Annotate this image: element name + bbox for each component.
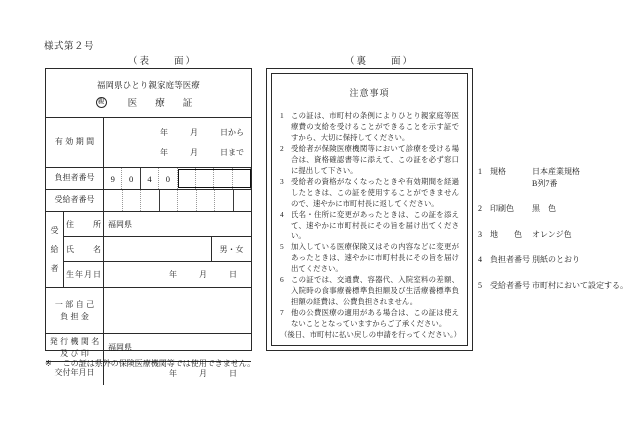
validity-from-year: 年: [160, 128, 168, 137]
validity-to-day: 日まで: [220, 148, 244, 157]
spec-key: 地 色: [490, 229, 526, 239]
spec-value: 黒 色: [532, 204, 556, 214]
note-item: [280, 210, 459, 243]
note-text: 加入している医療保険又はその内容などに変更があったときは、速やかに市町村長にその旨を届け出てください。: [291, 242, 459, 274]
recipient-vertical-char-3: 者: [50, 264, 59, 273]
spec-key: 規格: [490, 167, 506, 176]
note-number: 1: [280, 111, 284, 120]
validity-from-line: [104, 127, 251, 138]
issuer-label-line2: 及び印: [60, 348, 92, 358]
recipient-name-row: [64, 237, 251, 262]
back-inner-border: [271, 73, 468, 346]
note-text: （後日、市町村に払い戻しの申請を行ってください。）: [280, 330, 462, 340]
recipient-info-block: [46, 212, 251, 288]
spec-value: [532, 166, 628, 189]
title-char-1: 医: [127, 98, 138, 109]
note-item: [280, 111, 459, 144]
recipient-fields: [64, 212, 251, 287]
payer-number-row: [46, 168, 251, 190]
note-number: 4: [280, 209, 284, 219]
certificate-back-card: [266, 68, 473, 351]
issue-date-month: 月: [199, 369, 207, 378]
recipient-dob-label: 生年月日: [64, 262, 104, 287]
recipient-digit-cell: [141, 190, 160, 211]
note-number: 2: [280, 143, 284, 153]
recipient-vertical-label: [46, 212, 64, 287]
issue-date-day: 日: [229, 369, 237, 378]
note-text: この証は、市町村の条例によりひとり親家庭等医療費の支給を受けることができることを示す証ですから、大切に保持してください。: [291, 111, 459, 142]
footnote-text: この証は県外の保険医療機関等では使用できません。: [62, 359, 256, 368]
recipient-address-label: 住 所: [64, 212, 104, 236]
title-char-2: 療: [155, 98, 165, 109]
note-number: 3: [280, 176, 284, 186]
spec-number: 5: [478, 280, 482, 290]
validity-period-row: [46, 118, 251, 168]
recipient-dob-year: 年: [169, 270, 177, 279]
note-item: [280, 177, 459, 210]
spec-body: [490, 203, 628, 215]
recipient-digit-cell: [123, 190, 142, 211]
payer-digit-cell: 0: [159, 168, 177, 189]
payer-number-cells: [104, 168, 251, 189]
recipient-address-row: [64, 212, 251, 237]
payer-digit-cell: 9: [104, 168, 122, 189]
recipient-digit-cell: [197, 190, 216, 211]
note-text: 他の公費医療の適用がある場合は、この証は使えないこととなっていますからご了承ください。: [291, 308, 459, 329]
note-text: 氏名・住所に変更があったときは、この証を添えて、速やかに市町村長にその旨を届け出てください。: [291, 209, 459, 241]
note-number: 5: [280, 242, 284, 252]
issuer-label-line1: 発行機関名: [49, 336, 102, 346]
spec-row: [478, 203, 628, 215]
spec-row: [478, 254, 628, 266]
certificate-title-line1: 福岡県ひとり親家庭等医療: [97, 81, 200, 90]
recipient-dob-month: 月: [199, 270, 207, 279]
recipient-dob-value: [104, 262, 251, 287]
note-item: [280, 144, 459, 177]
spec-body: [490, 254, 628, 266]
copayment-label-line1: 一部自己: [54, 299, 97, 309]
spec-body: [490, 229, 628, 241]
copayment-label: [46, 288, 104, 333]
spec-number: 4: [478, 255, 482, 265]
recipient-digit-cell: [178, 190, 197, 211]
spec-row: [478, 280, 628, 292]
payer-digit-cell: [178, 168, 196, 189]
recipient-digit-cell: [215, 190, 234, 211]
spec-key: 受給者番号: [490, 280, 530, 290]
title-char-3: 証: [182, 98, 193, 109]
spec-body: [490, 280, 628, 292]
issuer-label: [46, 334, 104, 361]
validity-to-month: 月: [190, 148, 198, 157]
note-item: [280, 330, 462, 341]
issue-date-label: 交付年月日: [46, 362, 104, 385]
note-text: この証では、交通費、容器代、入院室料の差額、入院時の食事療養標準負担額及び生活療養標準負担額の経費は、公費負担されません。: [291, 275, 459, 307]
form-number: 様式第２号: [44, 42, 95, 52]
notes-heading: 注意事項: [349, 88, 390, 98]
recipient-digit-cell: [160, 190, 179, 211]
spec-value: 別紙のとおり: [532, 255, 580, 265]
issuer-value: 福岡県: [108, 343, 132, 352]
note-text: 受給者が保険医療機関等において診療を受ける場合は、資格確認書等に添えて、この証を必ず窓口に提出して下さい。: [291, 143, 459, 175]
payer-digit-cell: [233, 168, 251, 189]
issue-date-year: 年: [169, 369, 177, 378]
spec-value: オレンジ色: [532, 229, 572, 239]
copayment-label-line2: 負担金: [60, 311, 92, 321]
note-number: 7: [280, 308, 284, 318]
recipient-dob-row: [64, 262, 251, 287]
copayment-row: [46, 288, 251, 334]
recipient-number-label: 受給者番号: [46, 190, 104, 211]
recipient-sex-value: 男・女: [211, 237, 251, 261]
caption-front-side: （表 面）: [128, 57, 198, 67]
recipient-vertical-char-2: 給: [50, 245, 59, 254]
note-number: 6: [280, 275, 284, 285]
validity-to-line: [104, 147, 251, 158]
payer-digit-cell: 0: [122, 168, 140, 189]
specification-list: [478, 166, 628, 306]
note-item: [280, 308, 459, 330]
spec-number: 3: [478, 229, 482, 239]
validity-period-values: [104, 118, 251, 167]
recipient-number-cells: [104, 190, 251, 211]
spec-body: [490, 166, 628, 189]
spec-key: 負担者番号: [490, 255, 530, 265]
recipient-dob-day: 日: [229, 270, 237, 279]
recipient-name-label: 氏 名: [64, 237, 104, 261]
validity-from-month: 月: [190, 128, 198, 137]
caption-back-side: （裏 面）: [345, 57, 415, 67]
certificate-title-line2: [96, 95, 202, 109]
note-item: [280, 242, 459, 275]
spec-key: 印刷色: [490, 204, 514, 214]
copayment-value: [104, 288, 251, 333]
certificate-title-block: [46, 69, 251, 118]
spec-number: 1: [478, 167, 482, 176]
recipient-number-row: [46, 190, 251, 212]
payer-digit-cell: [214, 168, 232, 189]
spec-value-line2: B列7番: [532, 178, 558, 188]
spec-value: 市町村において設定する。: [532, 280, 628, 290]
footnote: [45, 358, 255, 369]
circled-oya-mark-icon: 親: [96, 97, 107, 108]
note-text: 受給者の資格がなくなったときや有効期間を経過したときは、この証を使用することができませんので、速やかに市町村長に返してください。: [291, 176, 459, 208]
recipient-name-value: [104, 237, 211, 261]
payer-digit-cell: [196, 168, 214, 189]
recipient-vertical-char-1: 受: [50, 226, 59, 235]
note-item: [280, 275, 459, 308]
recipient-digit-cell: [234, 190, 252, 211]
spec-row: [478, 166, 628, 189]
payer-digit-cell: 4: [141, 168, 159, 189]
recipient-address-value: 福岡県: [108, 219, 132, 229]
recipient-digit-cell: [104, 190, 123, 211]
spec-row: [478, 229, 628, 241]
validity-from-day: 日から: [220, 128, 244, 137]
validity-to-year: 年: [160, 148, 168, 157]
spec-number: 2: [478, 204, 482, 214]
validity-period-label: 有効期間: [46, 118, 104, 167]
footnote-mark-icon: ※: [45, 359, 52, 368]
spec-value-line1: 日本産業規格: [532, 167, 580, 176]
payer-number-label: 負担者番号: [46, 168, 104, 189]
